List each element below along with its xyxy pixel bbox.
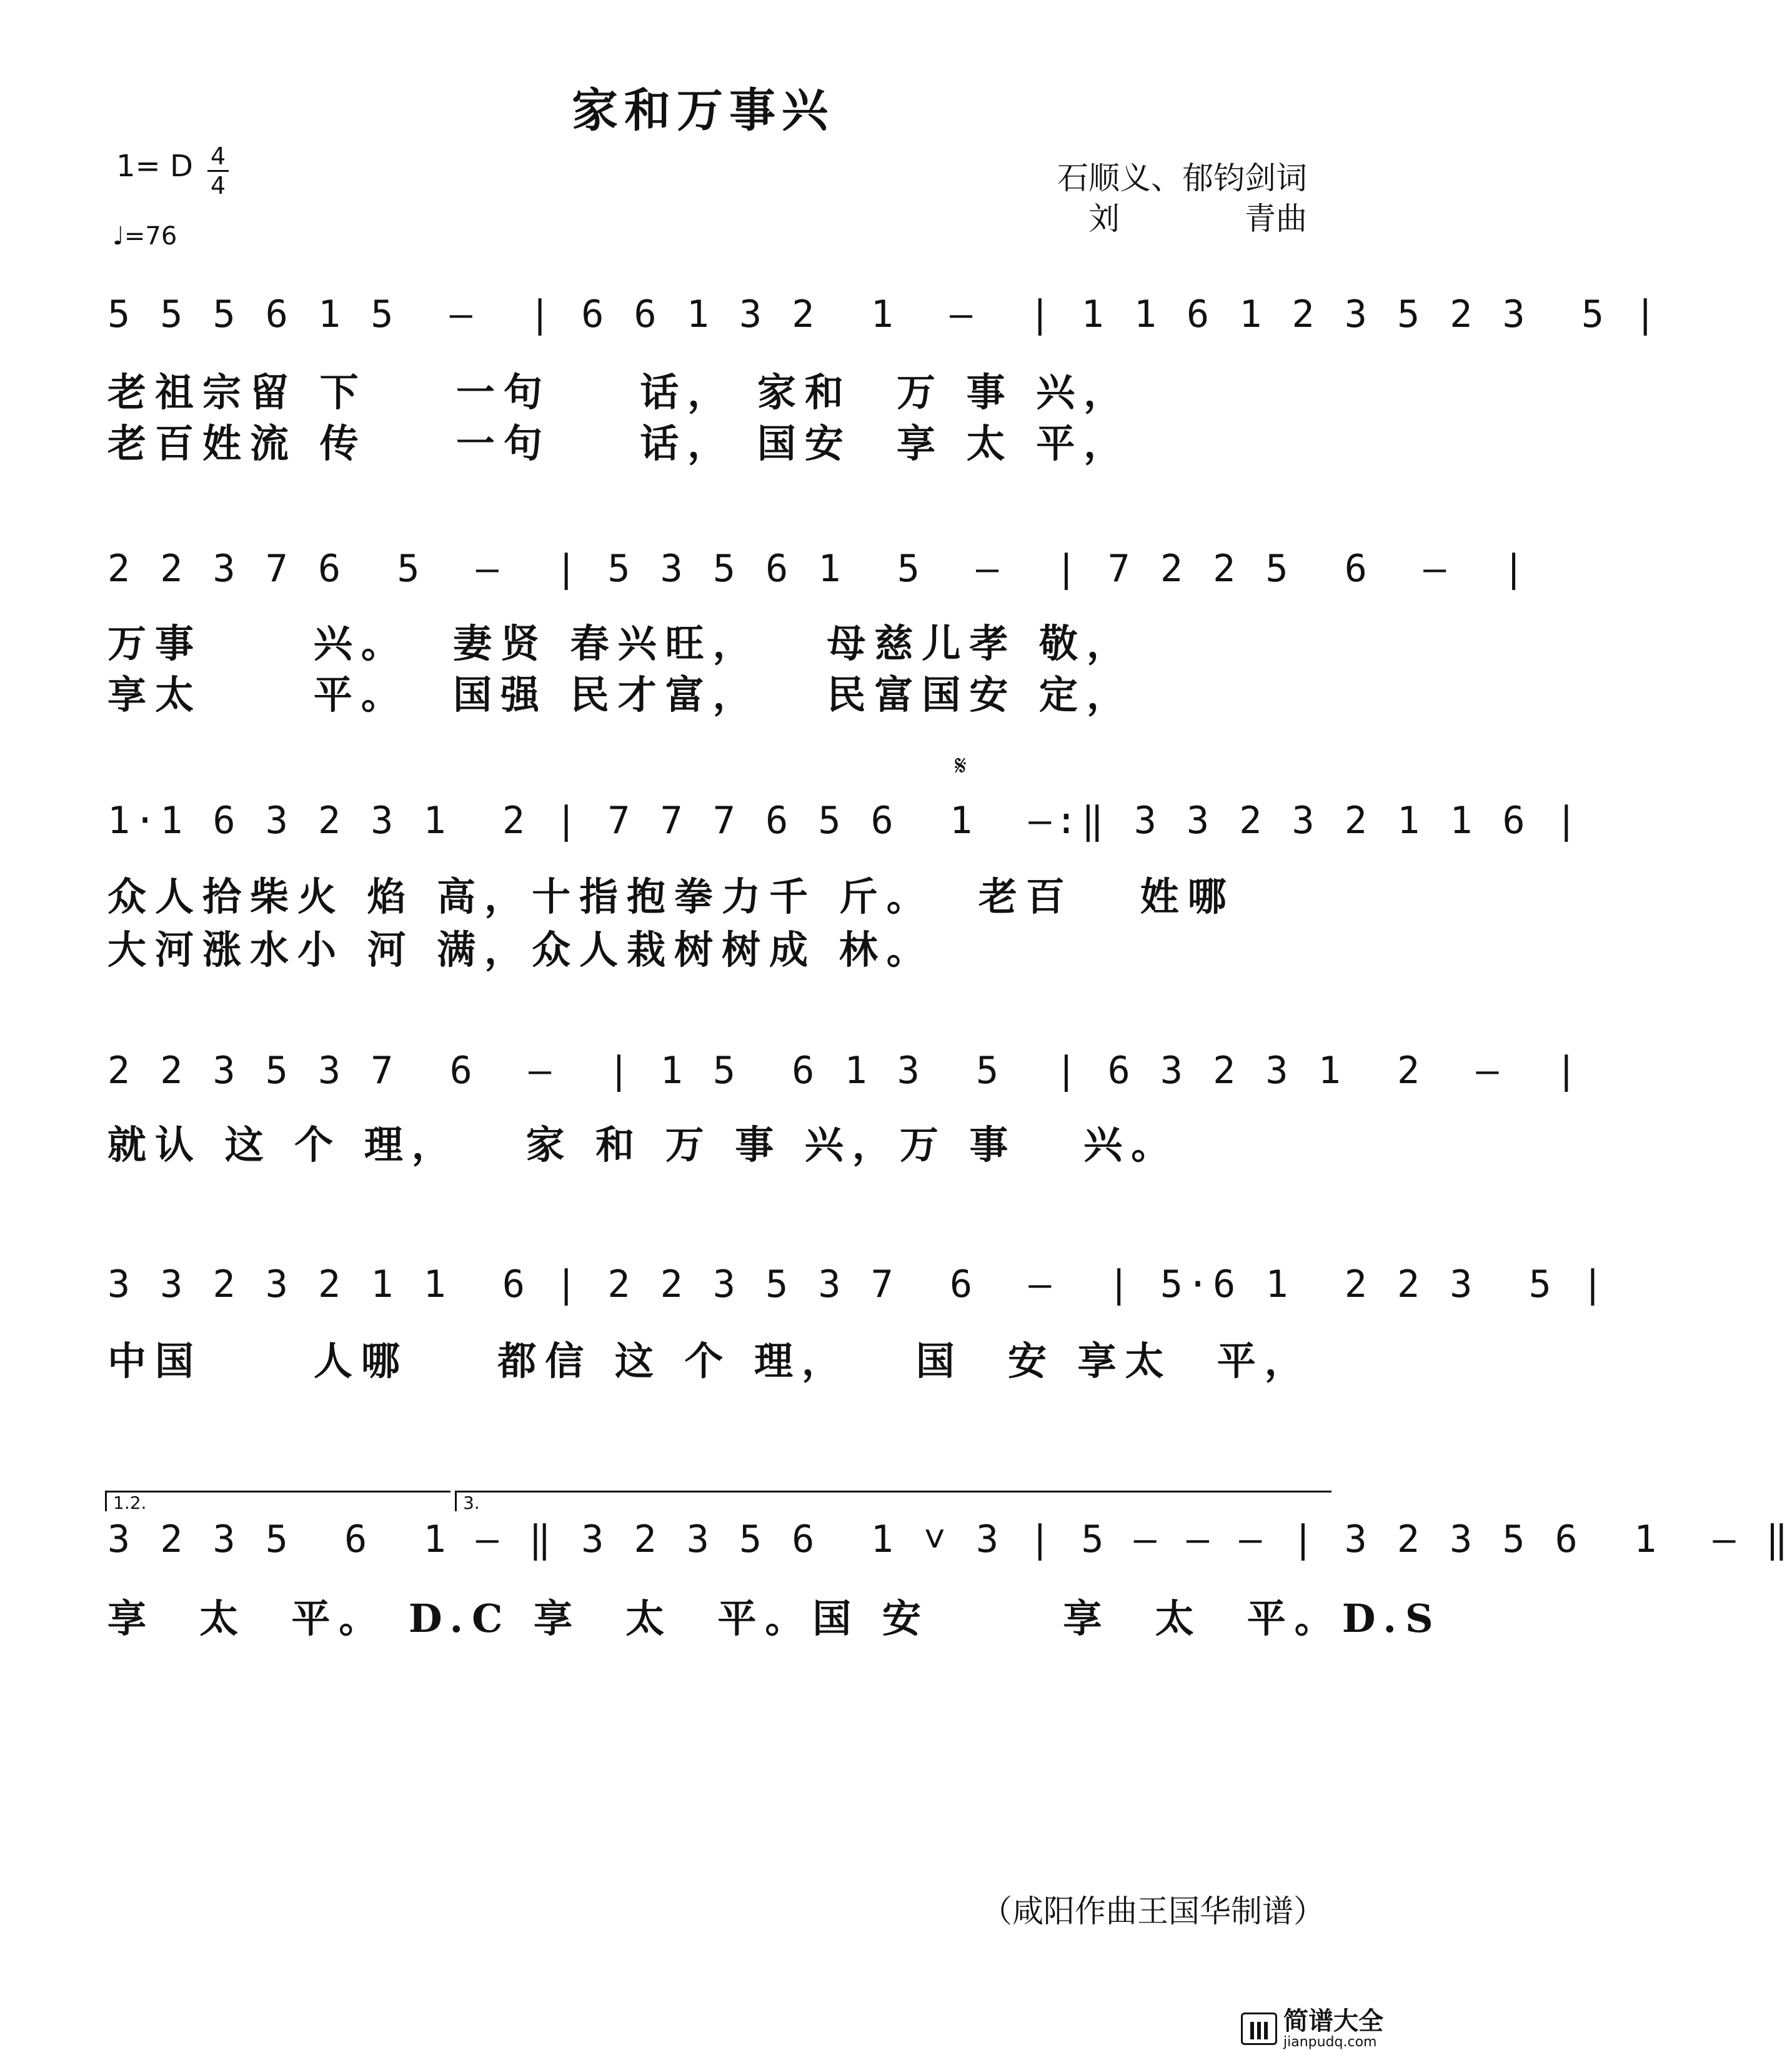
notation-line: 3 3 2 3 2 1 1 6 | 2 2 3 5 3 7 6 – | 5·6 1 2 2 3 5 | xyxy=(107,1262,1608,1306)
logo-url: jianpudq.com xyxy=(1283,2034,1377,2050)
tempo-mark: ♩=76 xyxy=(112,222,177,251)
lyrics-line: 就认 这 个 理， 家 和 万 事 兴，万 事 兴。 xyxy=(107,1122,1179,1168)
notation-line: 1·1 6 3 2 3 1 2 | 7 7 7 6 5 6 1 –:‖ 3 3 2 3 2 1 1 6 | xyxy=(107,799,1581,842)
segno-sign: 𝄋 xyxy=(955,750,967,782)
lyrics-line: 享太 平。 国强 民才富， 民富国安 定， xyxy=(107,672,1135,718)
time-top: 4 xyxy=(210,142,226,170)
lyrics-line: 老百姓流 传 一句 话， 国安 享 太 平， xyxy=(107,421,1132,466)
notation-line: 2 2 3 5 3 7 6 – | 1 5 6 1 3 5 | 6 3 2 3 1 2 – | xyxy=(107,1049,1581,1092)
notation-line: 5 5 5 6 1 5 – | 6 6 1 3 2 1 – | 1 1 6 1 2 3 5 2 3 5 | xyxy=(107,292,1661,336)
lyrics-line: 大河涨水小 河 满，众人栽树树成 林。 xyxy=(107,927,934,972)
time-signature xyxy=(207,142,229,199)
time-bottom: 4 xyxy=(207,170,229,199)
lyricist-credit: 石顺义、郁钧剑词 xyxy=(1057,160,1307,196)
lyrics-line: 万事 兴。 妻贤 春兴旺， 母慈儿孝 敬， xyxy=(107,621,1135,666)
song-title: 家和万事兴 xyxy=(572,84,834,138)
site-logo xyxy=(1241,2008,1383,2050)
transcriber-credit: （咸阳作曲王国华制谱） xyxy=(981,1893,1325,1929)
volta-ending-2: 3. xyxy=(455,1491,1332,1511)
lyrics-line: 中国 人哪 都信 这 个 理， 国 安 享太 平， xyxy=(107,1338,1312,1384)
lyrics-line: 老祖宗留 下 一句 话， 家和 万 事 兴， xyxy=(107,369,1132,415)
composer-credit: 刘 青曲 xyxy=(1088,201,1307,237)
notation-line: 3 2 3 5 6 1 – ‖ 3 2 3 5 6 1 ˅ 3 | 5 – – – | 3 2 3 5 6 1 – ‖ xyxy=(107,1518,1792,1561)
logo-name: 简谱大全 xyxy=(1283,2006,1383,2036)
piano-icon xyxy=(1241,2012,1277,2045)
lyrics-line: 众人拾柴火 焰 高，十指抱拳力千 斤。 老百 姓哪 xyxy=(107,874,1235,919)
notation-line: 2 2 3 7 6 5 – | 5 3 5 6 1 5 – | 7 2 2 5 6 – | xyxy=(107,547,1529,591)
lyrics-line: 享 太 平。 D.C 享 太 平。国 安 享 太 平。D.S xyxy=(107,1596,1442,1641)
volta-ending-1: 1.2. xyxy=(105,1491,450,1511)
key-signature: 1= D xyxy=(116,149,193,184)
